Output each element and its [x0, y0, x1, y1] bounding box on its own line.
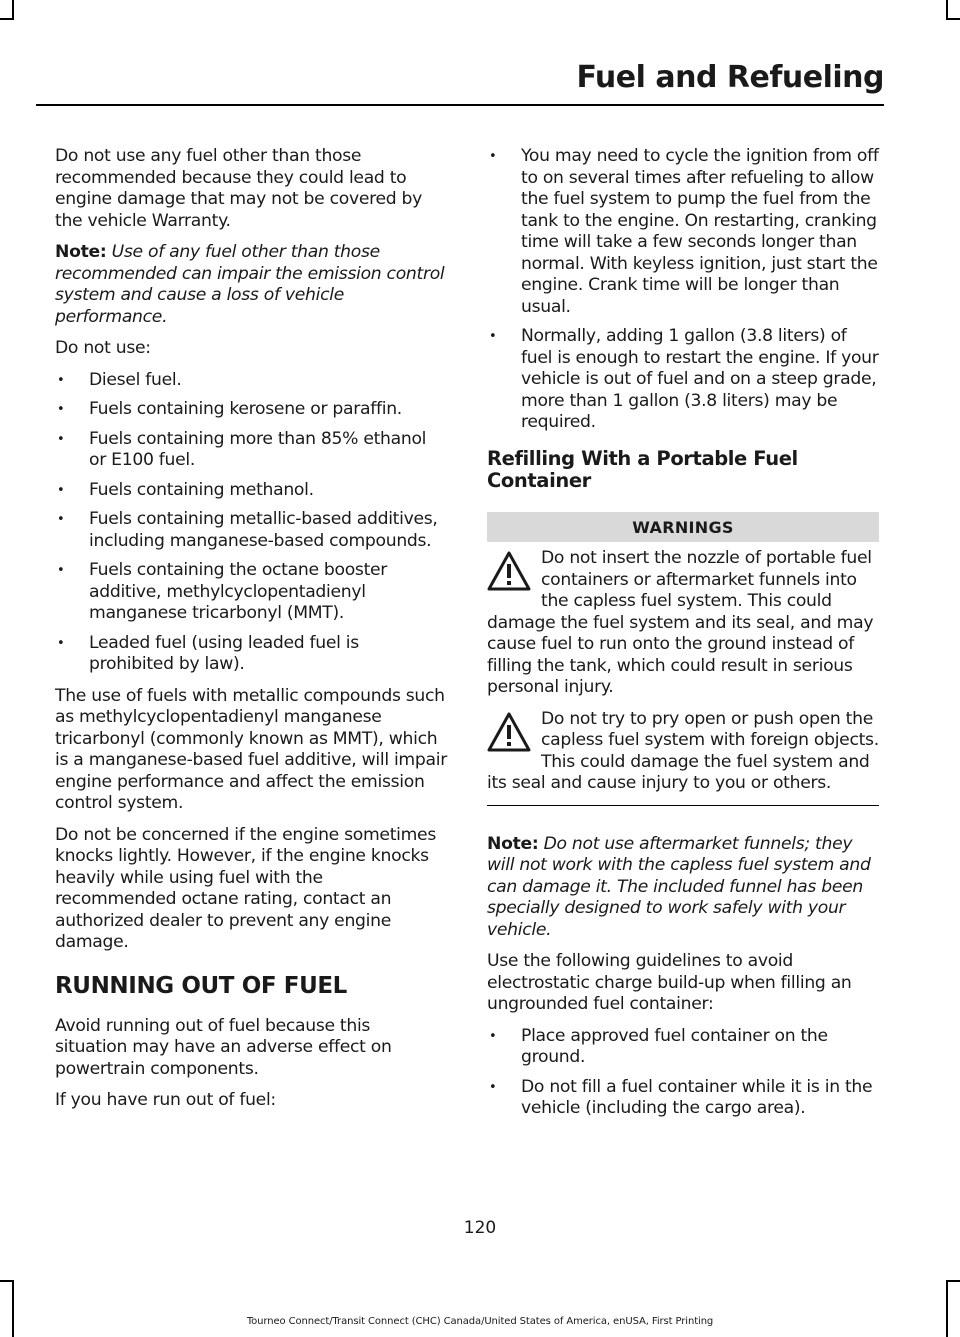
warnings-divider	[487, 805, 879, 806]
paragraph: Do not use:	[55, 338, 151, 358]
page-title: Fuel and Refueling	[576, 60, 884, 95]
crop-mark-bottom-left-h	[0, 1280, 14, 1282]
list-item: • Fuels containing metallic-based additives, including manganese-based compounds.	[55, 509, 447, 552]
warning-text: Do not try to pry open or push open the capless fuel system with foreign objects. This could damage the fuel system and its seal and cause injury to you or others.	[487, 708, 879, 793]
list-item: • Fuels containing the octane booster additive, methylcyclopentadienyl manganese tricarbonyl (MMT).	[55, 560, 447, 625]
crop-mark-top-left-h	[0, 18, 14, 20]
left-column	[55, 146, 447, 1122]
list-item: • Fuels containing kerosene or paraffin.	[55, 399, 447, 421]
list-item: • Normally, adding 1 gallon (3.8 liters) of fuel is enough to restart the engine. If your vehicle is out of fuel and on a steep grade, more than 1 gallon (3.8 liters) may be required.	[487, 326, 879, 434]
note	[487, 834, 879, 942]
paragraph: Do not use any fuel other than those recommended because they could lead to engine damage that may not be covered by the vehicle Warranty.	[55, 146, 423, 231]
warning-triangle-icon	[487, 550, 531, 592]
paragraph: Do not be concerned if the engine sometimes knocks lightly. However, if the engine knocks heavily while using fuel with the recommended octane rating, contact an authorized dealer to prevent any engine damage.	[55, 824, 436, 952]
paragraph: Use the following guidelines to avoid electrostatic charge build-up when filling an ungrounded fuel container:	[487, 951, 852, 1014]
warning-item	[487, 709, 879, 795]
paragraph: The use of fuels with metallic compounds such as methylcyclopentadienyl manganese tricarbonyl (commonly known as MMT), which is a manganese-based fuel additive, will impair engine performance and affect the emission control system.	[55, 685, 447, 813]
crop-mark-bottom-left-v	[12, 1281, 14, 1337]
note-text: Do not use aftermarket funnels; they will not work with the capless fuel system and can damage it. The included funnel has been specially designed to work safely with your vehicle.	[487, 833, 871, 940]
warning-item	[487, 548, 879, 699]
list-item: • Leaded fuel (using leaded fuel is prohibited by law).	[55, 633, 447, 676]
crop-mark-top-right-v	[946, 0, 948, 20]
list-item: • Fuels containing methanol.	[55, 480, 447, 502]
paragraph: Avoid running out of fuel because this situation may have an adverse effect on powertrain components.	[55, 1015, 392, 1079]
footer: Tourneo Connect/Transit Connect (CHC) Canada/United States of America, enUSA, First Printing	[246, 1316, 714, 1327]
crop-mark-bottom-right-v	[946, 1281, 948, 1337]
list-item: • Diesel fuel.	[55, 370, 447, 392]
note-label: Note:	[487, 833, 539, 854]
crop-mark-top-left-v	[12, 0, 14, 20]
paragraph: If you have run out of fuel:	[55, 1090, 276, 1110]
warnings-header: WARNINGS	[487, 512, 879, 543]
note-text: Use of any fuel other than those recommended can impair the emission control system and cause a loss of vehicle performance.	[55, 242, 445, 327]
section-heading: RUNNING OUT OF FUEL	[55, 972, 347, 999]
guidelines-list	[487, 1026, 879, 1120]
out-of-fuel-list	[487, 146, 879, 434]
list-item: • Do not fill a fuel container while it is in the vehicle (including the cargo area).	[487, 1077, 879, 1120]
warning-triangle-icon	[487, 711, 531, 753]
list-item: • Fuels containing more than 85% ethanol or E100 fuel.	[55, 429, 447, 472]
subsection-heading: Refilling With a Portable Fuel Container	[487, 446, 798, 492]
page-number: 120	[463, 1218, 497, 1238]
list-item: • Place approved fuel container on the ground.	[487, 1026, 879, 1069]
note	[55, 242, 447, 328]
header-divider	[36, 104, 884, 106]
note-label: Note:	[55, 242, 107, 262]
warning-text: Do not insert the nozzle of portable fuel containers or aftermarket funnels into the capless fuel system. This could damage the fuel system and its seal, and may cause fuel to run onto the ground instead of filling the tank, which could result in serious personal injury.	[487, 548, 874, 697]
right-column	[487, 146, 879, 1130]
do-not-use-list	[55, 370, 447, 676]
crop-mark-bottom-right-h	[946, 1280, 960, 1282]
crop-mark-top-right-h	[946, 18, 960, 20]
list-item: • You may need to cycle the ignition from off to on several times after refueling to allow the fuel system to pump the fuel from the tank to the engine. On restarting, cranking time will take a few seconds longer than normal. With keyless ignition, just start the engine. Crank time will be longer than usual.	[487, 146, 879, 318]
